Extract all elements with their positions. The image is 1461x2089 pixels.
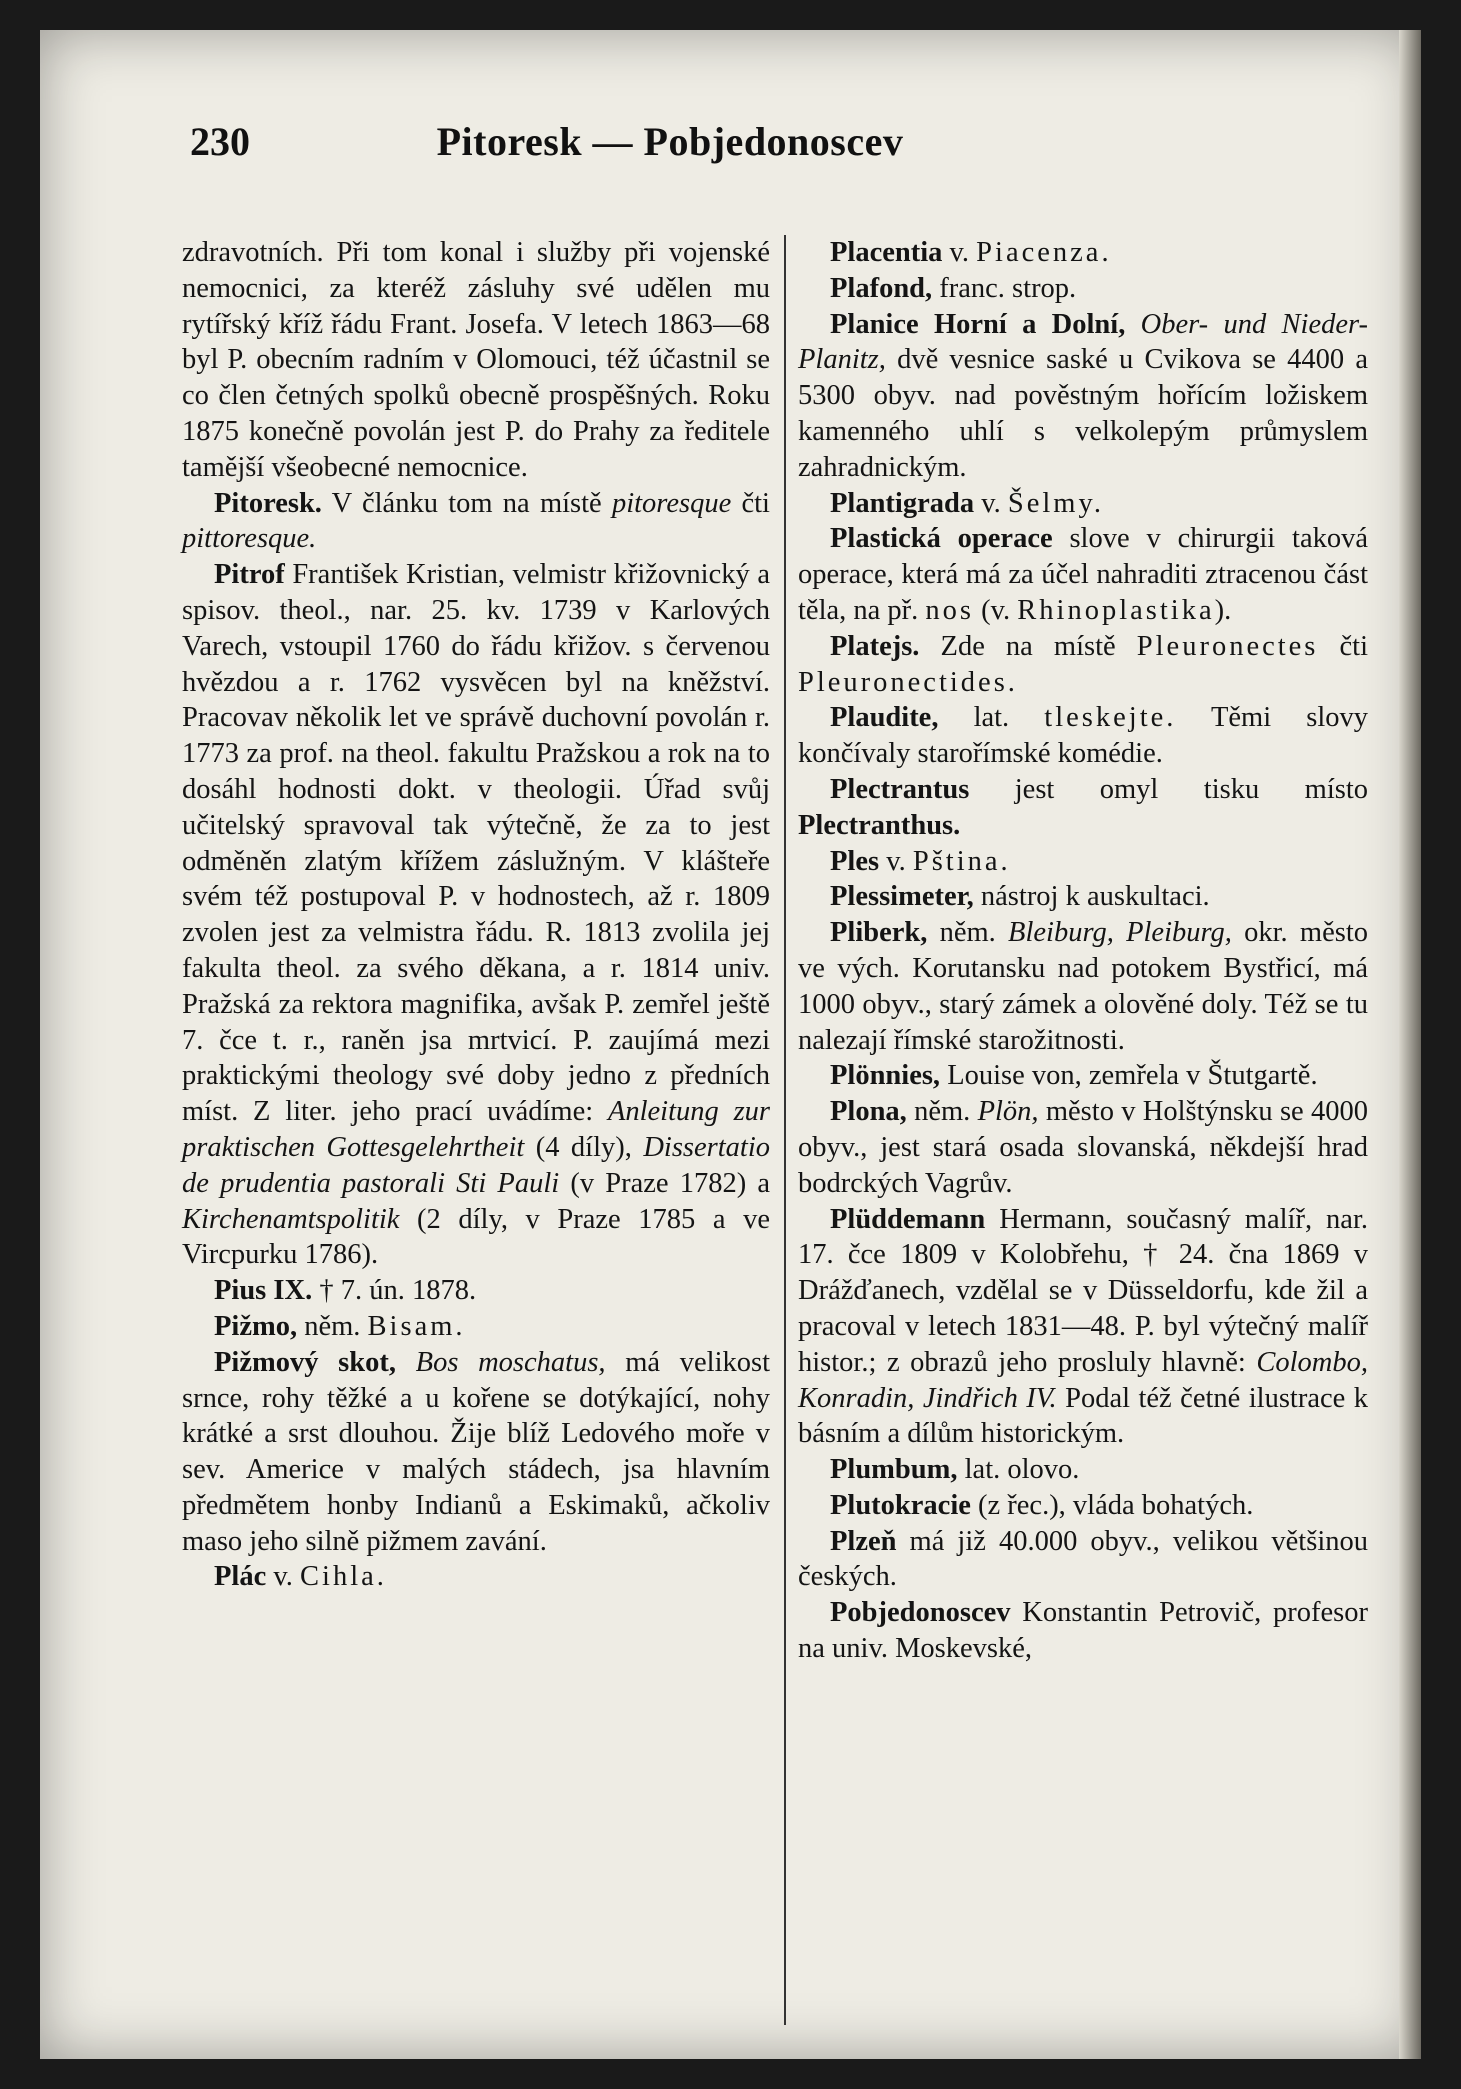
entry-headword: Pižmo, xyxy=(214,1310,298,1342)
entry-text: ). xyxy=(1214,594,1232,626)
entry-headword: Platejs. xyxy=(830,630,920,662)
entry-headword: Placentia xyxy=(830,237,943,268)
entry-text: Těmi slovy končívaly starořímské komédie. xyxy=(798,702,1368,770)
entry-spaced-term: Bisam. xyxy=(367,1310,466,1342)
dictionary-entry xyxy=(798,772,1368,844)
dictionary-entry xyxy=(798,1094,1368,1201)
dictionary-entry xyxy=(798,1488,1368,1524)
entry-text: franc. strop. xyxy=(932,272,1077,304)
entry-headword: Plumbum, xyxy=(830,1454,958,1486)
continued-entry xyxy=(182,235,770,486)
entry-spaced-term: Rhinoplastika xyxy=(1017,594,1215,626)
entry-spaced-term: Pština. xyxy=(912,845,1011,877)
entry-text: † 7. ún. 1878. xyxy=(312,1275,477,1307)
entry-italic-term: Kirchenamtspolitik xyxy=(182,1203,400,1235)
entry-italic-term: Bos moschatus, xyxy=(415,1346,606,1378)
entry-text: dvě vesnice saské u Cvikova se 4400 a 5300 obyv. nad pověstným hořícím ložiskem kamenného uhlí s velkolepým průmyslem zahradnickým. xyxy=(798,344,1368,483)
entry-headword: Plectrantus xyxy=(830,773,970,805)
entry-text: jest omyl tisku místo xyxy=(969,773,1368,805)
entry-text: má velikost srnce, rohy těžké a u kořene se dotýkající, nohy krátké a srst dlouhou. Žije blíž Ledového moře v sev. Americe v malých stádech, jsa hlavním předmětem honby Indianů a Eskimaků, ačkoliv maso jeho silně pižmem zavání. xyxy=(182,1346,770,1557)
entry-headword: Plectranthus. xyxy=(798,809,961,841)
left-column xyxy=(182,235,770,1595)
entry-headword: Plác xyxy=(214,1561,267,1593)
dictionary-entry xyxy=(798,486,1368,522)
entry-text: čti xyxy=(731,487,770,519)
entry-headword: Plaudite, xyxy=(830,702,939,734)
entry-text: město v Holštýnsku se 4000 obyv., jest stará osada slovanská, někdejší hrad bodrckých Vagrův. xyxy=(798,1096,1368,1199)
dictionary-entry xyxy=(798,1202,1368,1453)
entry-headword: Plüddemann xyxy=(830,1203,986,1235)
entry-text: (4 díly), xyxy=(524,1131,644,1163)
entry-spaced-term: Šelmy. xyxy=(1007,487,1104,519)
entry-text: má již 40.000 obyv., velikou většinou českých. xyxy=(798,1525,1368,1593)
dictionary-entry xyxy=(798,235,1368,271)
dictionary-entry xyxy=(798,1058,1368,1094)
entry-headword: Pitoresk. xyxy=(214,487,322,519)
entry-headword: Plafond, xyxy=(830,272,933,304)
entry-text: něm. xyxy=(297,1310,368,1342)
entry-text: v. xyxy=(974,487,1008,519)
entry-text: něm. xyxy=(927,917,1009,949)
entry-headword: Plona, xyxy=(830,1096,907,1128)
entry-italic-term: Dissertatio de prudentia pastorali Sti Pauli xyxy=(182,1131,770,1199)
entry-headword: Plönnies, xyxy=(830,1060,941,1092)
entry-spaced-term: Piacenza. xyxy=(976,237,1112,268)
entry-spaced-term: Pleuronectides. xyxy=(798,666,1018,698)
dictionary-entry xyxy=(798,521,1368,628)
entry-headword: Pobjedonoscev xyxy=(830,1597,1011,1629)
entry-italic-term: Plön, xyxy=(977,1096,1039,1128)
entry-headword: Pitrof xyxy=(214,559,285,591)
dictionary-entry xyxy=(182,557,770,1273)
entry-spaced-term: Pleuronectes xyxy=(1136,630,1319,662)
entry-headword: Pliberk, xyxy=(830,917,928,949)
entry-text: Zde na místě xyxy=(919,630,1137,662)
entry-italic-term: Bleiburg, Pleiburg, xyxy=(1008,917,1232,949)
entry-italic-term: pitoresque xyxy=(611,487,732,519)
entry-text: (z řec.), vláda bohatých. xyxy=(970,1489,1254,1521)
page-edge-shadow xyxy=(1399,30,1421,2059)
entry-text xyxy=(396,1347,416,1378)
entry-text: lat. xyxy=(938,702,1045,734)
dictionary-entry xyxy=(182,1345,770,1560)
entry-text: (v Praze 1782) a xyxy=(559,1167,771,1199)
entry-text: (v. xyxy=(974,594,1018,626)
dictionary-entry xyxy=(182,486,770,558)
entry-text: okr. město ve vých. Korutansku nad potokem Bystřicí, má 1000 obyv., starý zámek a olověné doly. Též se tu nalezají římské starožitnosti. xyxy=(798,917,1369,1056)
right-column xyxy=(798,235,1368,1667)
dictionary-entry xyxy=(798,271,1368,307)
entry-headword: Plzeň xyxy=(830,1525,897,1557)
entry-italic-term: Ober- und Nieder-Planitz, xyxy=(798,308,1369,376)
entry-headword: Plessimeter, xyxy=(830,881,974,913)
entry-text: slove v chirurgii taková operace, která má za účel nahraditi ztracenou část těla, na př. xyxy=(798,523,1368,626)
entry-text: Hermann, současný malíř, nar. 17. čce 1809 v Kolobřehu, † 24. čna 1869 v Drážďanech, vzdělal se v Düsseldorfu, kde žil a pracoval v letech 1831—48. P. byl výtečný malíř histor.; z obrazů jeho prosluly hlavně: xyxy=(798,1203,1368,1378)
entry-headword: Pius IX. xyxy=(214,1275,313,1307)
dictionary-entry xyxy=(798,700,1368,772)
entry-italic-term: Colombo, Konradin, Jindřich IV. xyxy=(798,1346,1368,1414)
entry-text: František Kristian, velmistr křižovnický a spisov. theol., nar. 25. kv. 1739 v Karlových Varech, vstoupil 1760 do řádu křižov. s červenou hvězdou a r. 1762 vysvěcen byl na kněžství. Pracovav několik let ve správě duchovní povolán r. 1773 za prof. na theol. fakultu Pražskou a rok na to dosáhl hodnosti dokt. v theologii. Úřad svůj učitelský spravoval tak výtečně, že za to jest odměněn zlatým křížem záslužným. V klášteře svém též postupoval P. v hodnostech, až r. 1809 zvolen jest za velmistra řádu. R. 1813 zvolila jej fakulta theol. za svého děkana, a r. 1814 univ. Pražská za rektora magnifika, avšak P. zemřel ještě 7. čce t. r., raněn jsa mrtvicí. P. zaujímá mezi praktickými theology své doby jedno z předních míst. Z liter. jeho prací uvádíme: xyxy=(182,559,770,1128)
dictionary-entry xyxy=(182,1559,770,1595)
entry-headword: Plutokracie xyxy=(830,1489,971,1521)
entry-headword: Ples xyxy=(830,845,880,877)
dictionary-entry xyxy=(182,1309,770,1345)
dictionary-entry xyxy=(798,629,1368,701)
entry-text: něm. xyxy=(906,1096,978,1128)
entry-text: Podal též četné ilustrace k básním a dílům historickým. xyxy=(798,1382,1368,1450)
entry-spaced-term: Cihla. xyxy=(300,1561,387,1593)
entry-spaced-term: nos xyxy=(925,594,974,626)
column-divider xyxy=(784,235,786,2025)
entry-text: Louise von, zemřela v Štutgartě. xyxy=(940,1060,1318,1092)
entry-text: nástroj k auskultaci. xyxy=(973,881,1210,913)
running-title: Pitoresk — Pobjedonoscev xyxy=(436,119,904,164)
entry-headword: Planice Horní a Dolní, xyxy=(830,308,1126,340)
entry-headword: Plastická operace xyxy=(830,523,1053,555)
entry-italic-term: pittoresque. xyxy=(182,523,317,555)
dictionary-entry xyxy=(798,844,1368,880)
page-header xyxy=(190,118,1050,178)
dictionary-entry xyxy=(798,1524,1368,1596)
dictionary-entry xyxy=(798,1452,1368,1488)
entry-text: lat. olovo. xyxy=(957,1454,1080,1486)
dictionary-page xyxy=(40,30,1421,2059)
dictionary-entry xyxy=(798,879,1368,915)
entry-text: v. xyxy=(942,237,977,268)
entry-text: v. xyxy=(266,1561,301,1593)
entry-text: zdravotních. Při tom konal i služby při vojenské nemocnici, za kteréž zásluhy své udělen mu rytířský kříž řádu Frant. Josefa. V letech 1863—68 byl P. obecním radním v Olomouci, též účastnil se co člen četných spolků obecně prospěšných. Roku 1875 konečně povolán jest P. do Prahy za ředitele tamější všeobecné nemocnice. xyxy=(182,237,770,483)
entry-text: čti xyxy=(1318,630,1368,662)
page-number: 230 xyxy=(190,119,250,164)
entry-text xyxy=(1125,309,1140,340)
entry-spaced-term: tleskejte. xyxy=(1044,702,1177,734)
entry-text: Konstantin Petrovič, profesor na univ. Moskevské, xyxy=(798,1597,1368,1665)
entry-text: (2 díly, v Praze 1785 a ve Vircpurku 1786). xyxy=(182,1203,770,1271)
entry-italic-term: Anleitung zur praktischen Gottesgelehrtheit xyxy=(182,1096,770,1163)
dictionary-entry xyxy=(182,1273,770,1309)
dictionary-entry xyxy=(798,1595,1368,1667)
entry-text: V článku tom na místě xyxy=(321,487,612,519)
entry-headword: Pižmový skot, xyxy=(214,1346,396,1378)
dictionary-entry xyxy=(798,915,1368,1058)
dictionary-entry xyxy=(798,307,1368,486)
entry-text: v. xyxy=(879,845,913,877)
entry-headword: Plantigrada xyxy=(830,487,975,519)
